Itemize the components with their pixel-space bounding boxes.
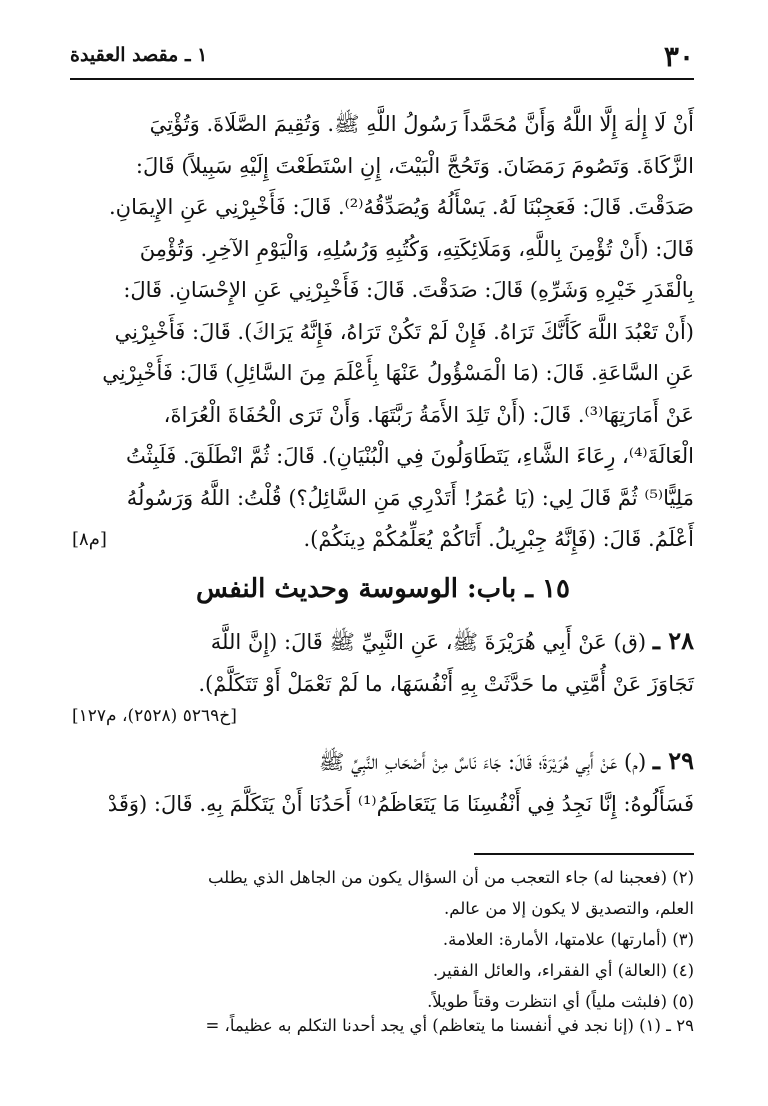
header-rule [70, 78, 694, 80]
text-line: (أَنْ تَعْبُدَ اللَّهَ كَأَنَّكَ تَرَاهُ. فَإِنْ لَمْ تَكُنْ تَرَاهُ، فَإِنَّهُ يَرَاكَ). قَالَ: فَأَخْبِرْنِي [114, 319, 694, 344]
footnote: العلم، والتصديق لا يكون إلا من عالم. [444, 899, 694, 918]
text-line: فَسَأَلُوهُ: إِنَّا نَجِدُ فِي أَنْفُسِنَا مَا يَتَعَاظَمُ⁽¹⁾ أَحَدُنَا أَنْ يَتَكَلَّمَ بِهِ. قَالَ: (وَقَدْ [107, 792, 694, 816]
hadith-28 [72, 620, 694, 705]
text-line-content: (ق) عَنْ أَبِي هُرَيْرَةَ ﷺ، عَنِ النَّبِيِّ ﷺ قَالَ: (إِنَّ اللَّهَ [210, 630, 647, 654]
page-number: ٣٠ [663, 40, 694, 73]
text-line [72, 620, 694, 663]
hadith-29 [72, 740, 694, 825]
text-line: صَدَقْتَ. قَالَ: فَعَجِبْنَا لَهُ. يَسْأَلُهُ وَيُصَدِّقُهُ⁽²⁾. قَالَ: فَأَخْبِرْنِي عَنِ الإِيمَانِ. [108, 195, 694, 219]
text-line: تَجَاوَزَ عَنْ أُمَّتِي ما حَدَّثَتْ بِهِ أَنْفُسَهَا، ما لَمْ تَعْمَلْ أَوْ تَتَكَلَّمْ). [198, 672, 694, 696]
page-header [70, 40, 694, 80]
footnote: (٢) (فعجبنا له) جاء التعجب من أن السؤال يكون من الجاهل الذي يطلب [207, 868, 694, 887]
footnote-rule [474, 853, 694, 855]
source-reference: [خ٥٢٦٩ (٢٥٢٨)، م١٢٧] [72, 706, 237, 726]
text-line: بِالْقَدَرِ خَيْرِهِ وَشَرِّهِ) قَالَ: صَدَقْتَ. قَالَ: فَأَخْبِرْنِي عَنِ الإِحْسَانِ. قَالَ: [123, 278, 694, 302]
hadith-number: ٢٨ ـ [652, 626, 694, 655]
footnote: (٤) (العالة) أي الفقراء، والعائل الفقير. [432, 961, 694, 980]
text-line [72, 740, 694, 783]
text-line-content: (م) عَنْ أَبِي هُرَيْرَةَ؛ قَالَ: جَاءَ نَاسٌ مِنْ أَصْحَابِ النَّبِيِّ ﷺ [319, 750, 647, 774]
hadith-number: ٢٩ ـ [652, 746, 694, 775]
running-title: ١ ـ مقصد العقيدة [70, 44, 208, 66]
text-line: الْعَالَةَ⁽⁴⁾، رِعَاءَ الشَّاءِ، يَتَطَاوَلُونَ فِي الْبُنْيَانِ). قَالَ: ثُمَّ انْطَلَقَ. فَلَبِثْتُ [126, 444, 694, 468]
text-line: عَنِ السَّاعَةِ. قَالَ: (مَا الْمَسْؤُولُ عَنْهَا بِأَعْلَمَ مِنَ السَّائِلِ) قَالَ: فَأَخْبِرْنِي [102, 361, 694, 385]
text-line: قَالَ: (أَنْ تُؤْمِنَ بِاللَّهِ، وَمَلَائِكَتِهِ، وَكُتُبِهِ وَرُسُلِهِ، وَالْيَوْمِ الآخِرِ. وَتُؤْمِنَ [139, 236, 694, 261]
footnotes [72, 862, 694, 1017]
footnote: ٢٩ ـ (١) (إنا نجد في أنفسنا ما يتعاظم) أي يجد أحدنا التكلم به عظيماً، = [205, 1016, 694, 1035]
source-reference: [م٨] [72, 529, 107, 550]
chapter-heading: ١٥ ـ باب: الوسوسة وحديث النفس [196, 574, 570, 604]
footnote: (٣) (أمارتها) علامتها، الأمارة: العلامة. [442, 930, 694, 949]
text-line: مَلِيًّا⁽⁵⁾ ثُمَّ قَالَ لِي: (يَا عُمَرُ! أَتَدْرِي مَنِ السَّائِلُ؟) قُلْتُ: اللَّهُ وَرَسُولُهُ [126, 485, 694, 510]
text-line-content: أَعْلَمُ. قَالَ: (فَإِنَّهُ جِبْرِيلُ. أَتَاكُمْ يُعَلِّمُكُمْ دِينَكُمْ). [303, 527, 694, 551]
text-line [72, 519, 694, 561]
footnote: (٥) (فلبثت ملياً) أي انتظرت وقتاً طويلاً. [427, 992, 694, 1011]
text-line: عَنْ أَمَارَتِهَا⁽³⁾. قَالَ: (أَنْ تَلِدَ الأَمَةُ رَبَّتَهَا. وَأَنْ تَرَى الْحُفَاةَ الْعُرَاةَ، [163, 402, 694, 427]
text-line: الزَّكَاةَ. وَتَصُومَ رَمَضَانَ. وَتَحُجَّ الْبَيْتَ، إِنِ اسْتَطَعْتَ إِلَيْهِ سَبِيلاً) قَالَ: [135, 153, 694, 178]
hadith-continuation-text [72, 104, 694, 561]
text-line: أَنْ لَا إِلٰهَ إِلَّا اللَّهُ وَأَنَّ مُحَمَّداً رَسُولُ اللَّهِ ﷺ. وَتُقِيمَ الصَّلَاةَ. وَتُؤْتِيَ [149, 112, 694, 136]
